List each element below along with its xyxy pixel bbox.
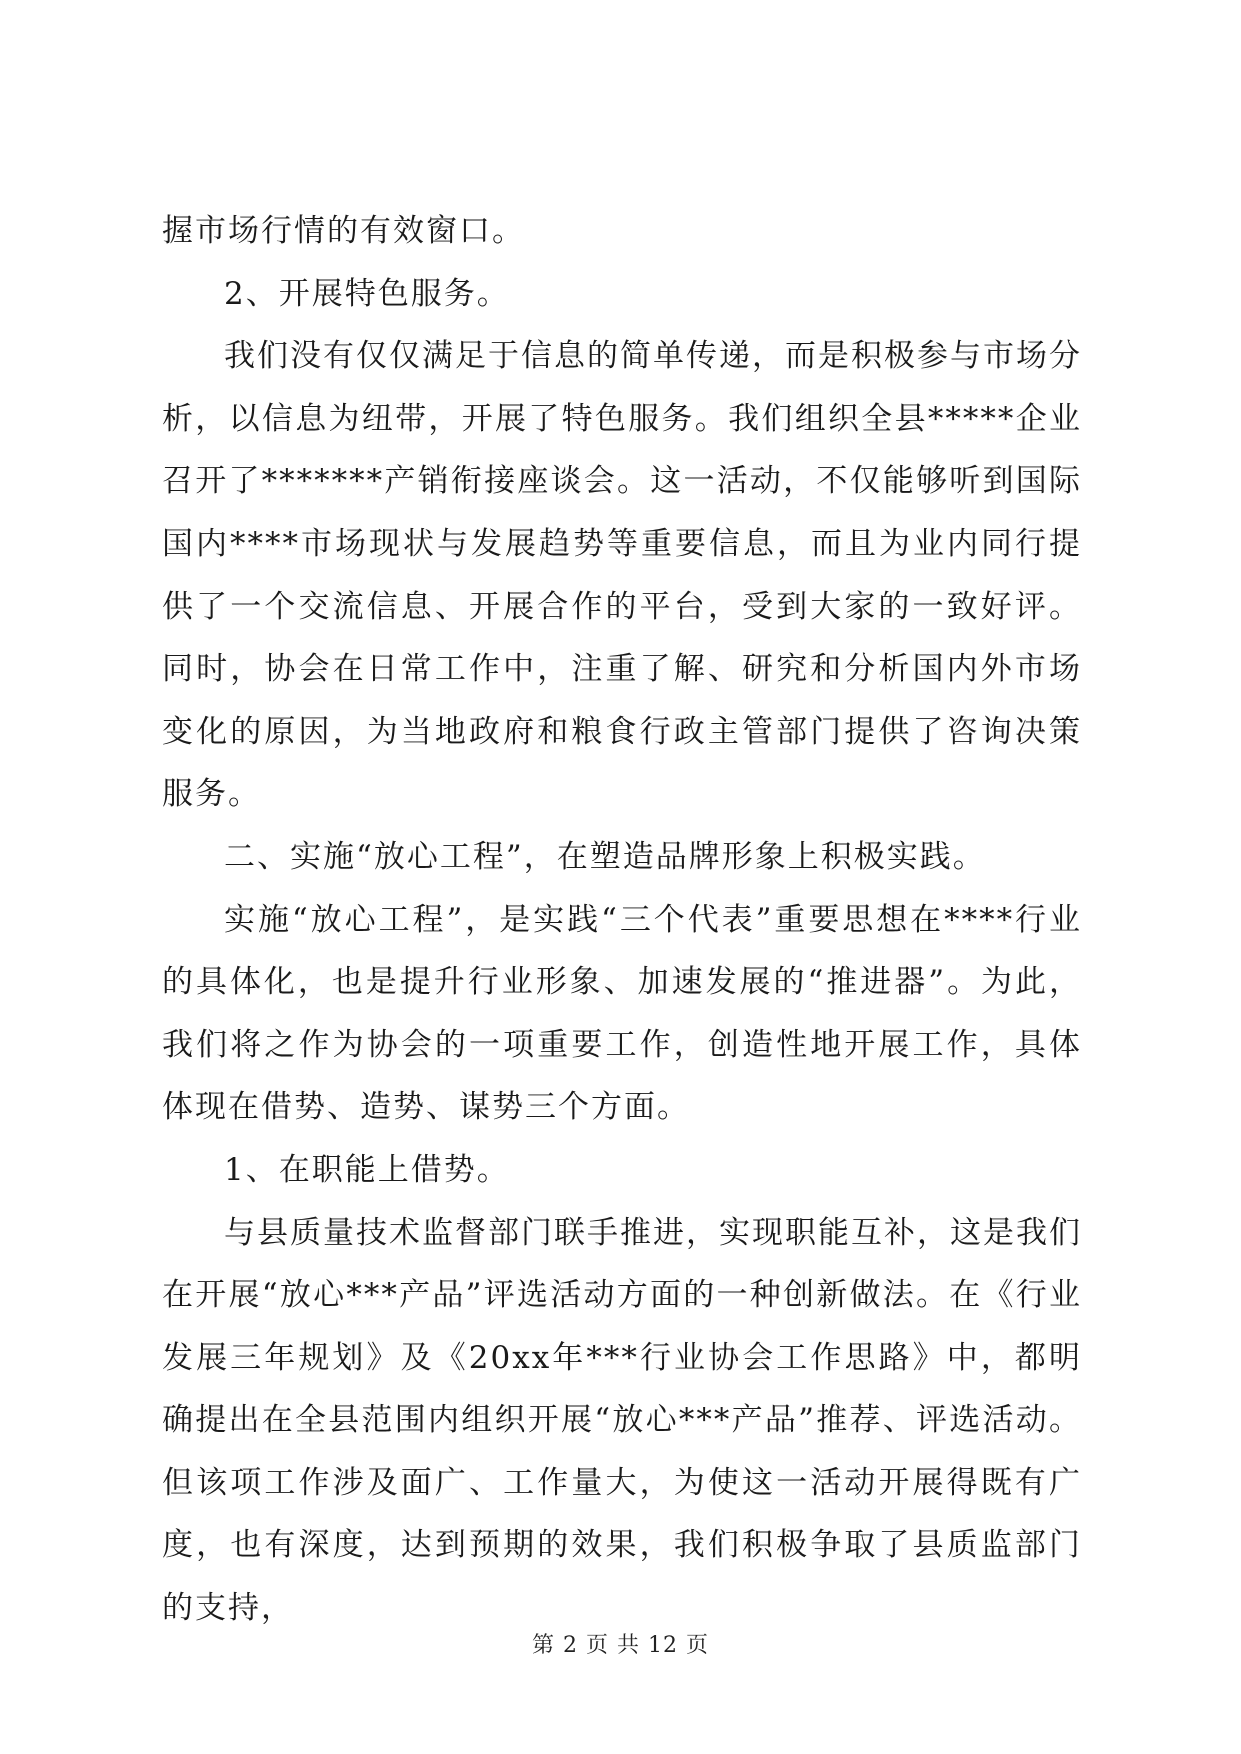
paragraph-2: 2、开展特色服务。 bbox=[224, 275, 510, 312]
paragraph-5: 实施“放心工程”，是实践“三个代表”重要思想在****行业的具体化，也是提升行业形象、加速发展的“推进器”。为此，我们将之作为协会的一项重要工作，创造性地开展工作，具体体现在借势、造势、谋势三个方面。 bbox=[162, 901, 1082, 1126]
page-number-footer: 第 2 页 共 12 页 bbox=[532, 1633, 709, 1658]
document-body bbox=[162, 200, 1082, 1640]
paragraph-6: 1、在职能上借势。 bbox=[224, 1151, 510, 1188]
paragraph-4: 二、实施“放心工程”，在塑造品牌形象上积极实践。 bbox=[224, 838, 986, 875]
paragraph-7: 与县质量技术监督部门联手推进，实现职能互补，这是我们在开展“放心***产品”评选活动方面的一种创新做法。在《行业发展三年规划》及《20xx年***行业协会工作思路》中，都明确提出在全县范围内组织开展“放心***产品”推荐、评选活动。但该项工作涉及面广、工作量大，为使这一活动开展得既有广度，也有深度，达到预期的效果，我们积极争取了县质监部门的支持， bbox=[162, 1214, 1082, 1627]
paragraph-3: 我们没有仅仅满足于信息的简单传递，而是积极参与市场分析，以信息为纽带，开展了特色服务。我们组织全县*****企业召开了*******产销衔接座谈会。这一活动，不仅能够听到国际国内****市场现状与发展趋势等重要信息，而且为业内同行提供了一个交流信息、开展合作的平台，受到大家的一致好评。同时，协会在日常工作中，注重了解、研究和分析国内外市场变化的原因，为当地政府和粮食行政主管部门提供了咨询决策服务。 bbox=[162, 338, 1082, 813]
paragraph-1: 握市场行情的有效窗口。 bbox=[162, 213, 525, 249]
